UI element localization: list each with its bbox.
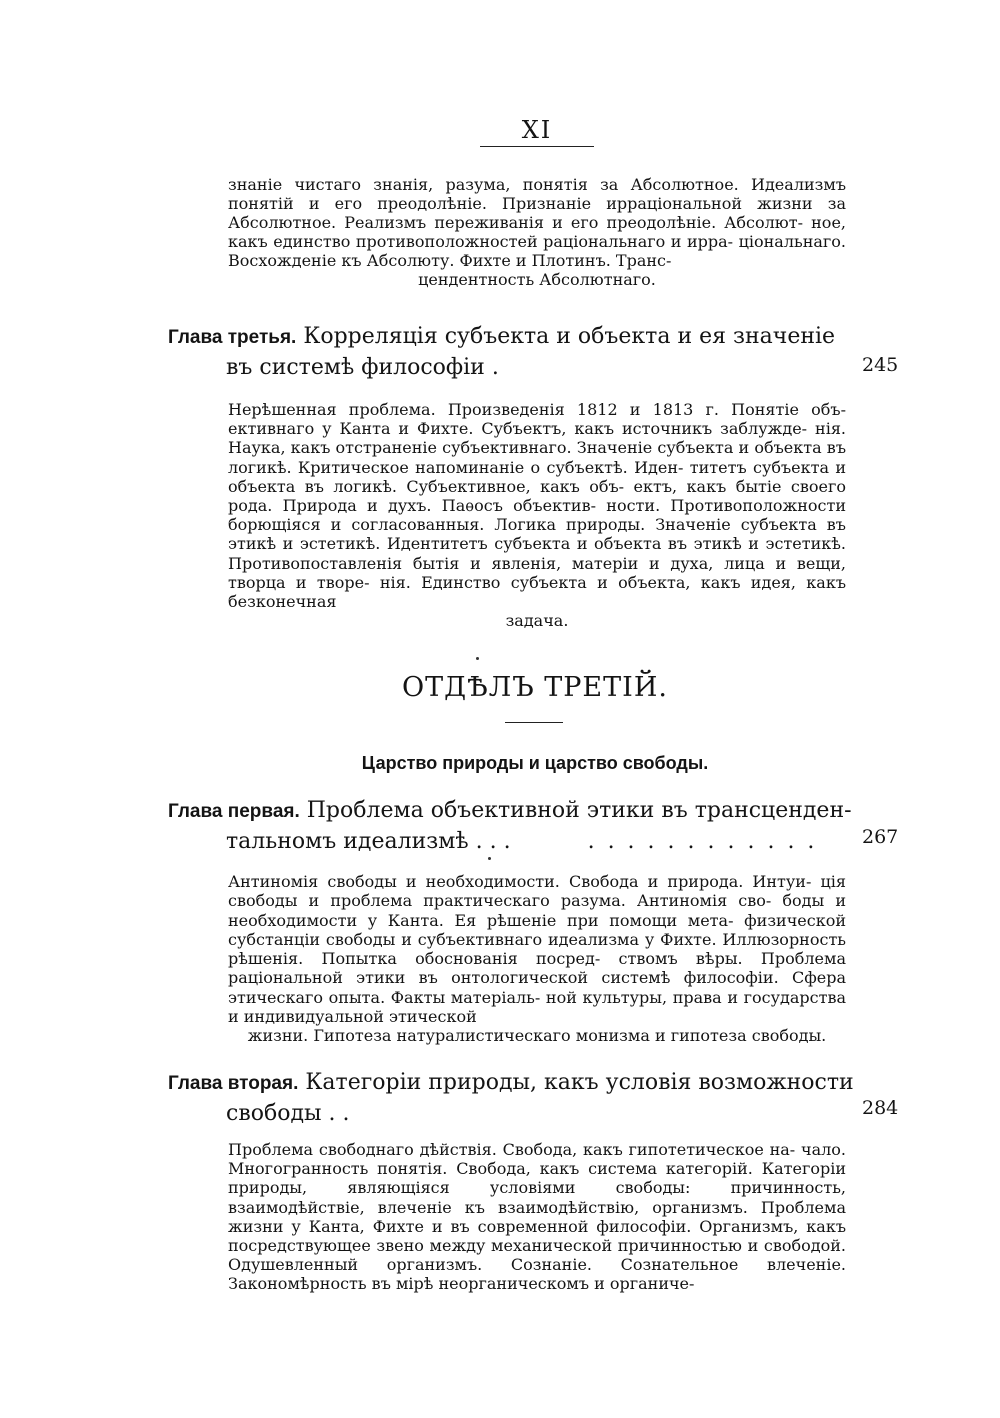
summary-line: взаимодѣйствіе, влеченіе къ взаимодѣйствію, организмъ. Проблема	[228, 1197, 846, 1217]
summary-line: физической субстанціи свободы и субъективнаго идеализма у	[228, 910, 847, 949]
page-reference[interactable]: 267	[862, 826, 899, 848]
summary-line: ное, какъ единство противоположностей раціональнаго и ирра-	[228, 213, 846, 251]
summary-line: Нерѣшенная проблема. Произведенія 1812 и 1813 г. Понятіе объ-	[228, 400, 846, 419]
summary-line: ности. Противоположности борющіяся и согласованныя. Логика	[228, 496, 846, 535]
summary-line: Абсолютное. Реализмъ переживанія и его преодолѣніе. Абсолют-	[228, 213, 803, 232]
summary-line: жизни. Гипотеза натуралистическаго монизма и гипотеза свободы.	[247, 1026, 827, 1046]
section-subtitle: Царство природы и царство свободы.	[361, 753, 709, 773]
summary-line: ціональнаго. Восхожденіе къ Абсолюту. Фихте и Плотинъ. Транс-	[228, 232, 847, 270]
summary-line: титетъ субъекта и объекта въ логикѣ. Субъективное, какъ объ-	[228, 457, 847, 496]
summary-line: ствомъ вѣры. Проблема раціональной этики въ онтологической	[228, 949, 846, 988]
summary-line: знаніе чистаго знанія, разума, понятія за Абсолютное. Идеализмъ	[228, 175, 846, 194]
summary-continued	[228, 175, 846, 289]
summary-line: понятій и его преодолѣніе. Признаніе ирраціональной жизни за	[228, 194, 846, 213]
page-number-rule	[480, 146, 594, 147]
summary-line: Фихте. Иллюзорность рѣшенія. Попытка обоснованія посред-	[228, 929, 847, 969]
summary-line: и свободой. Одушевленный организмъ. Сознаніе. Сознательное	[228, 1236, 847, 1275]
section-rule	[505, 722, 563, 723]
summary-line: ной культуры, права и государства и индивидуальной этической	[228, 987, 846, 1027]
summary-line: природы. Значеніе субъекта въ этикѣ и эстетикѣ. Идентитетъ	[228, 515, 846, 554]
summary-line: объекта въ логикѣ. Критическое напоминаніе о субъектѣ. Иден-	[228, 438, 846, 477]
chapter-title-cont: въ системѣ философіи .	[226, 355, 499, 380]
summary-line: бытія и явленія, матеріи и духа, лица и вещи, творца и творе-	[228, 553, 846, 592]
leader-dots: . . . . . . . . . . . .	[587, 829, 818, 854]
summary-line: влеченіе. Закономѣрность въ мірѣ неорганическомъ и органиче-	[228, 1255, 846, 1294]
chapter-label: Глава третья.	[168, 327, 297, 348]
chapter-summary	[228, 400, 846, 630]
chapter-title: Корреляція субъекта и объекта и ея значеніе	[303, 324, 836, 349]
chapter-title: Проблема объективной этики въ трансценден-	[306, 798, 852, 823]
chapter-first-entry[interactable]	[168, 796, 908, 857]
summary-line: Категоріи природы, являющіяся условіями свободы: причинность,	[228, 1159, 846, 1198]
chapter-summary	[228, 1140, 846, 1294]
summary-line: ектъ, какъ бытіе своего рода. Природа и духъ. Паѳосъ объектив-	[228, 476, 847, 516]
summary-line: какъ посредствующее звено между механической причинностью	[228, 1216, 847, 1256]
summary-line: ективнаго у Канта и Фихте. Субъектъ, какъ источникъ заблужде-	[228, 419, 808, 439]
summary-line: Проблема свободнаго дѣйствія. Свобода, какъ гипотетическое на-	[228, 1140, 796, 1159]
summary-line: субъекта и объекта въ этикѣ и эстетикѣ. Противопоставленія	[228, 534, 847, 573]
page-reference[interactable]: 245	[862, 354, 899, 376]
chapter-title: Категоріи природы, какъ условія возможности	[305, 1070, 854, 1095]
chapter-summary	[228, 872, 846, 1046]
summary-line: цендентность Абсолютнаго.	[418, 270, 656, 289]
chapter-third-entry[interactable]	[168, 322, 908, 383]
section-heading: ОТДѢЛЪ ТРЕТІЙ.	[402, 672, 668, 703]
page-reference[interactable]: 284	[862, 1097, 899, 1119]
chapter-second-entry[interactable]	[168, 1068, 908, 1129]
summary-line: жизни у Канта, Фихте и въ современной философіи. Организмъ,	[228, 1216, 799, 1236]
chapter-title-cont: свободы . .	[226, 1101, 350, 1126]
chapter-label: Глава вторая.	[168, 1073, 299, 1094]
summary-line: чало. Многогранность понятія. Свобода, какъ система категорій.	[228, 1140, 846, 1179]
print-speck	[488, 857, 491, 860]
summary-line: задача.	[505, 611, 569, 631]
summary-line: нія. Наука, какъ отстраненіе субъективнаго. Значеніе субъекта и	[228, 419, 847, 458]
chapter-title-cont: тальномъ идеализмѣ . . .	[226, 829, 511, 854]
summary-line: системѣ философіи. Сфера этическаго опыта. Факты матеріаль-	[228, 968, 847, 1007]
page-number: XI	[521, 116, 553, 144]
summary-line: ція свободы и проблема практическаго разума. Антиномія сво-	[228, 872, 846, 911]
summary-line: нія. Единство субъекта и объекта, какъ идея, какъ безконечная	[228, 572, 847, 612]
print-speck	[476, 657, 479, 660]
summary-line: боды и необходимости у Канта. Ея рѣшеніе при помощи мета-	[228, 891, 846, 930]
summary-line: Антиномія свободы и необходимости. Свобода и природа. Интуи-	[228, 872, 812, 891]
chapter-label: Глава первая.	[168, 801, 300, 822]
